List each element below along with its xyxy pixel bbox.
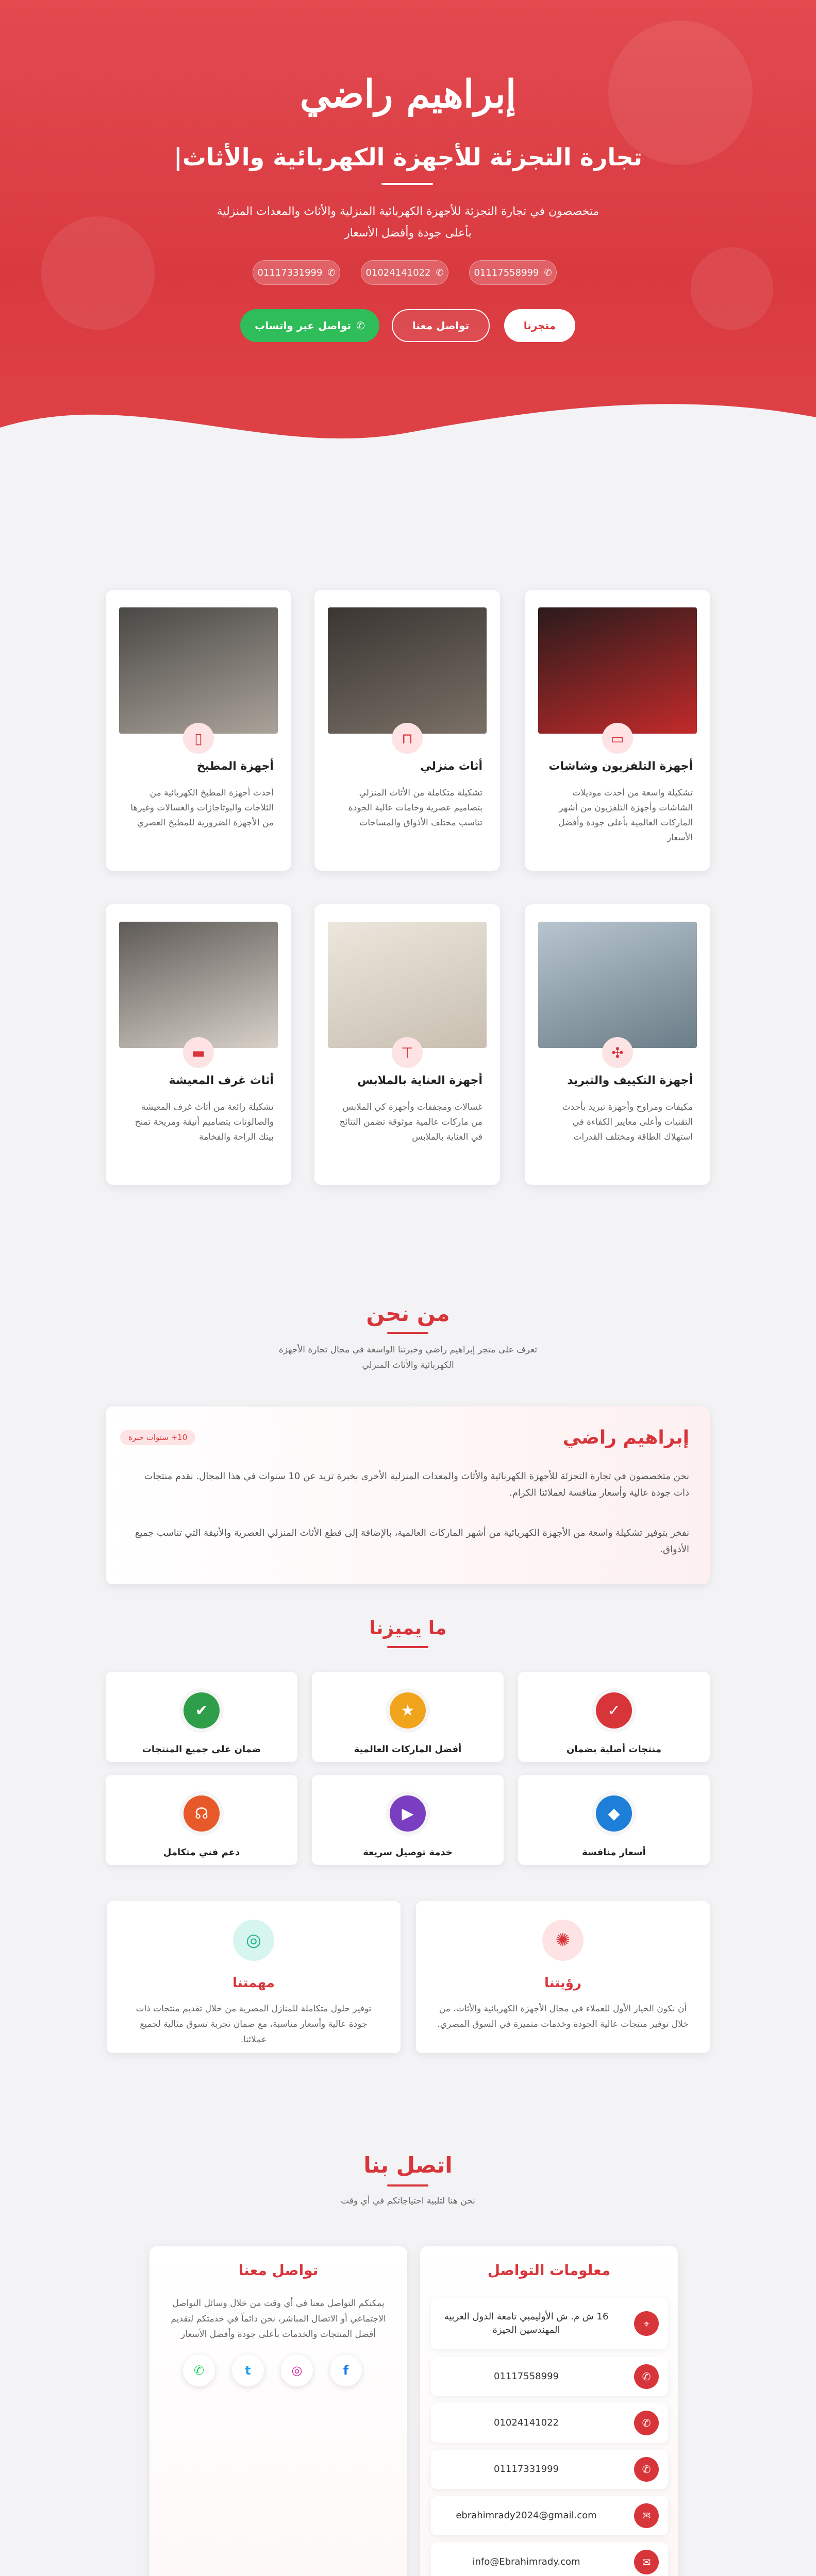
tag-icon: ◆ [596, 1795, 632, 1832]
contact-row-text: 01024141022 [494, 2417, 559, 2428]
feature-label: أسعار منافسة [582, 1847, 646, 1858]
truck-icon: ▶ [390, 1795, 426, 1832]
contact-row[interactable] [431, 2543, 668, 2576]
product-card[interactable] [525, 590, 710, 871]
about-paragraph-1: نحن متخصصون في تجارة التجزئة للأجهزة الكهربائية والأثاث والمعدات المنزلية الأخرى بخبرة تزيد عن 10 سنوات في هذا المجال. نقدم منتجات ذات جودة عالية وأسعار منافسة لعملائنا الكرام. [144, 1471, 689, 1498]
instagram-icon[interactable]: ◎ [281, 2354, 313, 2386]
feature-card [518, 1775, 710, 1865]
headset-icon: ☊ [184, 1795, 220, 1832]
phone-icon: ✆ [634, 2457, 659, 2482]
feature-label: أفضل الماركات العالمية [354, 1744, 462, 1755]
features-title: ما يميزنا [369, 1618, 447, 1639]
hero-phone-1[interactable]: ✆ 01117558999 [469, 260, 557, 285]
whatsapp-icon[interactable]: ✆ [183, 2354, 215, 2386]
fridge-icon: ▯ [183, 723, 214, 754]
fan-icon: ✣ [602, 1037, 633, 1068]
hero-wave [0, 381, 816, 453]
product-title: أجهزة التلفزيون وشاشات [548, 760, 693, 773]
product-title: أجهزة التكييف والتبريد [567, 1074, 693, 1087]
mail-icon: ✉ [634, 2503, 659, 2528]
phone-icon: ✆ [634, 2411, 659, 2435]
target-icon: ◎ [233, 1920, 274, 1961]
location-icon: ⌖ [634, 2311, 659, 2336]
contact-title: اتصل بنا [363, 2153, 453, 2178]
product-image [538, 607, 697, 734]
product-image [328, 922, 487, 1048]
hero-phone-2[interactable]: ✆ 01024141022 [361, 260, 448, 285]
hero-phone-3[interactable]: ✆ 01117331999 [253, 260, 340, 285]
twitter-icon[interactable]: t [232, 2354, 264, 2386]
product-card[interactable] [314, 590, 500, 871]
reach-text: يمكنكم التواصل معنا في أي وقت من خلال وسائل التواصل الاجتماعي أو الاتصال المباشر، نحن دائماً في خدمتكم لتقديم أفضل المنتجات والخدمات بأعلى جودة وأفضل الأسعار [171, 2298, 386, 2340]
product-image [538, 922, 697, 1048]
about-intro: تعرف على متجر إبراهيم راضي وخبرتنا الواسعة في مجال تجارة الأجهزة الكهربائية والأثاث المنزلي [278, 1345, 538, 1370]
check-icon: ✔ [184, 1692, 220, 1728]
contact-intro: نحن هنا لتلبية احتياجاتكم في أي وقت [341, 2196, 475, 2206]
product-description: مكيفات ومراوح وأجهزة تبريد بأحدث التقنيات وأعلى معايير الكفاءة في استهلاك الطاقة ومختلف القدرات [562, 1102, 693, 1142]
vision-title: رؤيتنا [544, 1975, 581, 1991]
feature-card [518, 1672, 710, 1762]
reach-title: تواصل معنا [238, 2262, 319, 2279]
tv-icon: ▭ [602, 723, 633, 754]
mission-title: مهمتنا [232, 1975, 275, 1991]
product-description: تشكيلة واسعة من أحدث موديلات الشاشات وأجهزة التلفزيون من أشهر الماركات العالمية بأعلى جودة وأفضل الأسعار [558, 788, 693, 843]
product-image [119, 922, 278, 1048]
product-description: تشكيلة رائعة من أثاث غرف المعيشة والصالونات بتصاميم أنيقة ومريحة تمنح بيتك الراحة والفخامة [135, 1102, 274, 1142]
product-title: أثاث منزلي [420, 760, 482, 773]
hero-description: متخصصون في تجارة التجزئة للأجهزة الكهربائية المنزلية والأثاث والمعدات المنزلية بأعلى جودة وأفضل الأسعار [217, 205, 599, 240]
hero-section [0, 0, 816, 453]
contact-row-text: ebrahimrady2024@gmail.com [456, 2510, 597, 2521]
contact-row[interactable] [431, 2496, 668, 2535]
feature-label: ضمان على جميع المنتجات [142, 1744, 261, 1755]
star-icon: ★ [390, 1692, 426, 1728]
product-description: تشكيلة متكاملة من الأثاث المنزلي بتصاميم عصرية وخامات عالية الجودة تناسب مختلف الأذواق والمساحات [348, 788, 482, 828]
feature-label: دعم فني متكامل [163, 1847, 240, 1858]
mail-icon: ✉ [634, 2550, 659, 2574]
product-card[interactable] [106, 590, 291, 871]
phone-icon: ✆ [436, 267, 444, 278]
product-card[interactable] [525, 904, 710, 1185]
about-name: إبراهيم راضي [562, 1427, 689, 1448]
experience-badge: 10+ سنوات خبرة [120, 1430, 195, 1445]
contact-info-title: معلومات التواصل [487, 2262, 611, 2279]
about-paragraph-2: نفخر بتوفير تشكيلة واسعة من الأجهزة الكهربائية من أشهر الماركات العالمية، بالإضافة إلى قطع الأثاث المنزلي العصرية والأنيقة التي تناسب جميع الأذواق. [135, 1528, 689, 1555]
contact-row[interactable] [431, 2403, 668, 2443]
product-title: أجهزة العناية بالملابس [357, 1074, 482, 1087]
product-description: غسالات ومجففات وأجهزة كي الملابس من ماركات عالمية موثوقة تضمن النتائج في العناية بالملابس [339, 1102, 482, 1142]
contact-row-text: 16 ش م. ش الأوليمبي تامعة الدول العربية المهندسين الجيزة [444, 2311, 609, 2335]
phone-icon: ✆ [634, 2364, 659, 2389]
feature-label: منتجات أصلية بضمان [566, 1744, 662, 1755]
mission-card [107, 1901, 401, 2053]
mission-text: توفير حلول متكاملة للمنازل المصرية من خلال تقديم منتجات ذات جودة عالية وأسعار مناسبة، مع ضمان تجربة تسوق مثالية لجميع عملائنا. [136, 2004, 372, 2045]
contact-row[interactable] [431, 2298, 668, 2349]
product-card[interactable] [314, 904, 500, 1185]
facebook-icon[interactable]: f [330, 2354, 362, 2386]
contact-row-text: 01117331999 [494, 2464, 559, 2475]
store-button[interactable]: متجرنا [504, 309, 575, 342]
reach-card [149, 2246, 407, 2576]
product-description: أحدث أجهزة المطبخ الكهربائية من الثلاجات والبوتاجازات والغسالات وغيرها من الأجهزة الضرورية للمطبخ العصري [130, 788, 274, 828]
product-image [119, 607, 278, 734]
phone-icon: ✆ [544, 267, 552, 278]
feature-card [106, 1775, 297, 1865]
product-title: أجهزة المطبخ [196, 760, 274, 773]
shield-icon: ✓ [596, 1692, 632, 1728]
shirt-icon: ⊤ [392, 1037, 423, 1068]
about-card [106, 1406, 710, 1584]
contact-row-text: 01117558999 [494, 2371, 559, 2382]
vision-card [416, 1901, 710, 2053]
hero-divider [381, 183, 433, 185]
contact-row[interactable] [431, 2450, 668, 2489]
product-title: أثاث غرف المعيشة [169, 1074, 274, 1087]
feature-card [312, 1775, 504, 1865]
chair-icon: ⊓ [392, 723, 423, 754]
hero-brand: إبراهيم راضي [299, 72, 517, 116]
feature-label: خدمة توصيل سريعة [363, 1847, 453, 1858]
phone-icon: ✆ [327, 267, 336, 278]
about-divider [387, 1332, 428, 1334]
feature-card [106, 1672, 297, 1762]
hero-subtitle: تجارة التجزئة للأجهزة الكهربائية والأثاث| [173, 143, 643, 171]
sofa-icon: ▬ [183, 1037, 214, 1068]
contact-row[interactable] [431, 2357, 668, 2396]
features-divider [387, 1646, 428, 1648]
vision-text: أن نكون الخيار الأول للعملاء في مجال الأجهزة الكهربائية والأثاث، من خلال توفير منتجات عالية الجودة وخدمات متميزة في السوق المصري. [437, 2004, 689, 2029]
whatsapp-button[interactable]: ✆ تواصل عبر واتساب [240, 309, 379, 342]
product-card[interactable] [106, 904, 291, 1185]
contact-divider [387, 2184, 428, 2187]
feature-card [312, 1672, 504, 1762]
lightbulb-icon: ✺ [542, 1920, 584, 1961]
about-title: من نحن [366, 1301, 450, 1326]
whatsapp-icon: ✆ [356, 319, 365, 332]
contact-button[interactable]: تواصل معنا [392, 309, 490, 342]
product-image [328, 607, 487, 734]
contact-row-text: info@Ebrahimrady.com [472, 2556, 580, 2567]
